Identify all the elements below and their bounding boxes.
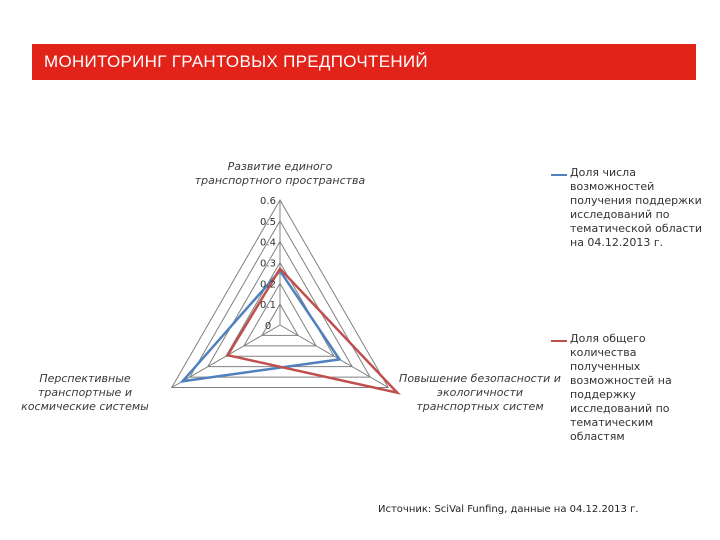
source-note: Источник: SciVal Funfing, данные на 04.12.2013 г. (378, 504, 639, 515)
radar-grid (172, 200, 389, 388)
page-title-text: МОНИТОРИНГ ГРАНТОВЫХ ПРЕДПОЧТЕНИЙ (44, 52, 428, 71)
radar-tick-labels (260, 196, 276, 332)
tick-label: 0.6 (260, 196, 276, 207)
tick-label: 0.4 (260, 237, 276, 249)
tick-label: 0.1 (260, 300, 276, 312)
tick-label: 0.2 (260, 279, 276, 291)
legend-item-series-2: Доля общего количества полученных возможностей на поддержку исследований по тематическим областям (570, 332, 672, 443)
legend-swatch-series-1 (551, 174, 567, 176)
axis-label-right: Повышение безопасности и экологичности транспортных систем (399, 372, 561, 413)
tick-label: 0.5 (260, 216, 276, 228)
axis-label-top: Развитие единого транспортного пространства (194, 160, 366, 187)
legend-item-series-1: Доля числа возможностей получения поддержки исследований по тематической области на 04.12.2013 г. (570, 166, 702, 249)
legend-swatch-series-2 (551, 340, 567, 342)
tick-label: 0.3 (260, 258, 276, 270)
axis-label-left: Перспективные транспортные и космические системы (21, 372, 149, 413)
tick-label: 0 (264, 321, 272, 332)
